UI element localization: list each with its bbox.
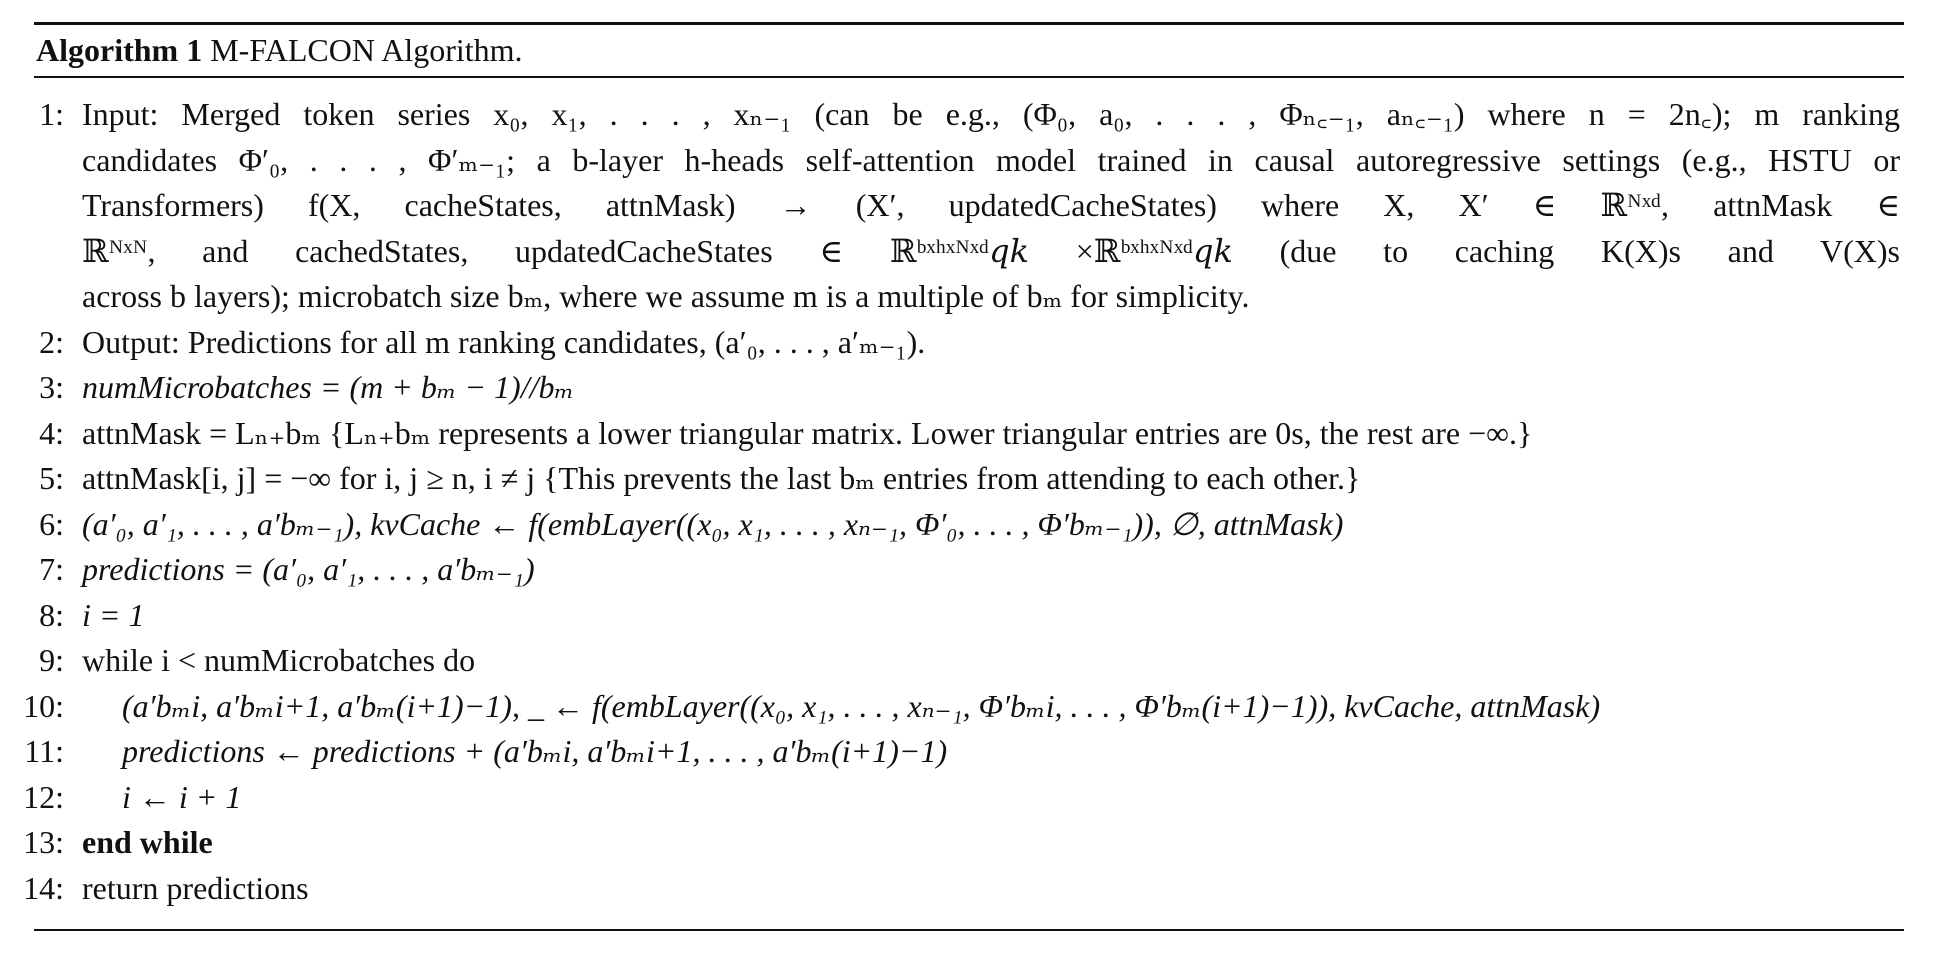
line-content: i = 1: [82, 596, 145, 633]
line-content: i ← i + 1: [122, 778, 242, 815]
line-number: 14:: [23, 869, 64, 906]
algorithm-line: [0, 684, 1938, 730]
algorithm-line: [0, 456, 1938, 502]
algorithm-line: [0, 729, 1938, 775]
caption-rule: [34, 76, 1904, 78]
line-content: numMicrobatches = (m + bₘ − 1)//bₘ: [82, 369, 575, 405]
algorithm-label: Algorithm 1: [36, 32, 203, 68]
line-content: attnMask[i, j] = −∞ for i, j ≥ n, i ≠ j {This prevents the last bₘ entries from attending to each other.}: [82, 460, 1361, 496]
line-content: predictions ← predictions + (a′bₘi, a′bₘi+1, . . . , a′bₘ(i+1)−1): [122, 733, 948, 769]
line-number: 2:: [39, 323, 64, 360]
algorithm-line: [0, 320, 1938, 366]
line-content: predictions = (a′₀, a′₁, . . . , a′bₘ₋₁): [82, 551, 535, 587]
line-number: 6:: [39, 505, 64, 542]
line-number: 9:: [39, 642, 64, 678]
algorithm-line: [0, 638, 1938, 684]
algorithm-line: [0, 593, 1938, 639]
algorithm-line: [0, 547, 1938, 593]
line-row: ℝᴺˣᴺ, and cachedStates, updatedCacheStates ∈ ℝᵇˣʰˣᴺˣᵈ𝑞𝑘 ×ℝᵇˣʰˣᴺˣᵈ𝑞𝑘 (due to caching K(X)s and V(X)s: [82, 232, 1900, 269]
line-content: end while: [82, 824, 213, 860]
algorithm-line: [0, 820, 1938, 866]
top-rule: [34, 22, 1904, 25]
algorithm-line: [0, 411, 1938, 457]
algorithm-line: [0, 92, 1938, 320]
line-number: 8:: [39, 596, 64, 633]
line-content: [82, 92, 1900, 320]
line-number: 5:: [39, 460, 64, 496]
line-row: Transformers) f(X, cacheStates, attnMask) → (X′, updatedCacheStates) where X, X′ ∈ ℝᴺˣᵈ, attnMask ∈: [82, 187, 1900, 223]
line-number: 13:: [23, 824, 64, 860]
line-content: Output: Predictions for all m ranking candidates, (a′₀, . . . , a′ₘ₋₁).: [82, 323, 926, 360]
algorithm-title: M-FALCON Algorithm.: [210, 32, 523, 68]
algorithm-line: [0, 866, 1938, 912]
line-row: across b layers); microbatch size bₘ, where we assume m is a multiple of bₘ for simplicity.: [82, 278, 1250, 314]
bottom-rule: [34, 929, 1904, 931]
line-content: while i < numMicrobatches do: [82, 642, 476, 678]
line-number: 4:: [39, 414, 64, 451]
line-content: return predictions: [82, 869, 309, 906]
line-row: candidates Φ′₀, . . . , Φ′ₘ₋₁; a b-layer h-heads self-attention model trained in causal autoregressive settings (e.g., HSTU or: [82, 141, 1900, 178]
line-number: 11:: [24, 733, 64, 769]
algorithm-line: [0, 502, 1938, 548]
line-number: 12:: [23, 778, 64, 815]
line-number: 1:: [39, 96, 64, 132]
line-number: 3:: [39, 369, 64, 405]
algorithm-line: [0, 365, 1938, 411]
line-number: 10:: [23, 687, 64, 724]
line-row: Input: Merged token series x₀, x₁, . . . , xₙ₋₁ (can be e.g., (Φ₀, a₀, . . . , Φₙ꜀₋₁, aₙ꜀₋₁) where n = 2n꜀); m ranking: [82, 96, 1900, 132]
algorithm-caption: [36, 30, 523, 70]
algorithm-body: [0, 92, 1938, 911]
line-content: (a′₀, a′₁, . . . , a′bₘ₋₁), kvCache ← f(embLayer((x₀, x₁, . . . , xₙ₋₁, Φ′₀, . . . , Φ′bₘ₋₁)), ∅, attnMask): [82, 505, 1344, 542]
line-number: 7:: [39, 551, 64, 587]
algorithm-line: [0, 775, 1938, 821]
line-content: attnMask = Lₙ₊bₘ {Lₙ₊bₘ represents a lower triangular matrix. Lower triangular entries are 0s, the rest are −∞.}: [82, 414, 1533, 451]
line-content: (a′bₘi, a′bₘi+1, a′bₘ(i+1)−1), _ ← f(embLayer((x₀, x₁, . . . , xₙ₋₁, Φ′bₘi, . . . , Φ′bₘ(i+1)−1)), kvCache, attnMask): [122, 687, 1601, 724]
